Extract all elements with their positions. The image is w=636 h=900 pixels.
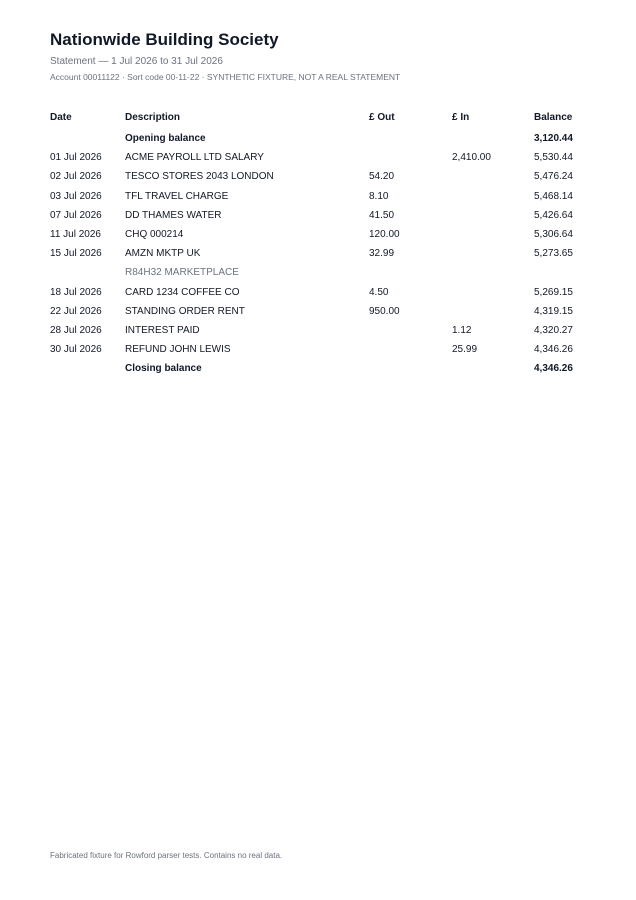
cell-out: 120.00 [369, 229, 400, 241]
cell-out [369, 340, 452, 359]
cell-date: 01 Jul 2026 [50, 152, 102, 164]
cell-description: DD THAMES WATER [125, 209, 222, 221]
table-row [50, 340, 586, 359]
cell-in [452, 225, 534, 244]
cell-in [452, 302, 534, 321]
cell-balance: 3,120.44 [534, 133, 573, 145]
cell-out: 8.10 [369, 190, 389, 202]
cell-in [452, 187, 534, 206]
cell-description: CHQ 000214 [125, 229, 184, 241]
table-row [50, 283, 586, 302]
cell-description: Closing balance [125, 363, 202, 375]
cell-balance: 5,269.15 [534, 286, 573, 298]
cell-balance: 4,346.26 [534, 344, 573, 356]
table-row [50, 302, 586, 321]
transactions-table [50, 108, 586, 378]
cell-in [452, 244, 534, 263]
cell-balance: 5,273.65 [534, 248, 573, 260]
cell-description: CARD 1234 COFFEE CO [125, 286, 240, 298]
cell-balance: 4,319.15 [534, 305, 573, 317]
cell-in [452, 129, 534, 148]
cell-description: REFUND JOHN LEWIS [125, 344, 231, 356]
cell-balance: 4,346.26 [534, 363, 573, 375]
cell-description: Opening balance [125, 133, 206, 145]
table-row [50, 263, 586, 282]
cell-description: ACME PAYROLL LTD SALARY [125, 152, 264, 164]
cell-out [369, 129, 452, 148]
cell-description: TESCO STORES 2043 LONDON [125, 171, 274, 183]
cell-out [369, 321, 452, 340]
cell-description: INTEREST PAID [125, 324, 200, 336]
cell-balance: 5,530.44 [534, 152, 573, 164]
cell-date: 18 Jul 2026 [50, 286, 102, 298]
cell-out [369, 263, 452, 282]
statement-period: Statement — 1 Jul 2026 to 31 Jul 2026 [50, 56, 223, 67]
table-row [50, 359, 586, 378]
cell-out [369, 148, 452, 167]
cell-date: 30 Jul 2026 [50, 344, 102, 356]
cell-date: 28 Jul 2026 [50, 324, 102, 336]
cell-out: 4.50 [369, 286, 389, 298]
cell-out: 950.00 [369, 305, 400, 317]
cell-date [50, 359, 125, 378]
cell-description: STANDING ORDER RENT [125, 305, 245, 317]
cell-out: 54.20 [369, 171, 395, 183]
table-row [50, 148, 586, 167]
table-row [50, 129, 586, 148]
account-details: Account 00011122 · Sort code 00-11-22 · SYNTHETIC FIXTURE, NOT A REAL STATEMENT [50, 72, 401, 82]
cell-in [452, 283, 534, 302]
cell-date: 03 Jul 2026 [50, 190, 102, 202]
statement-header [50, 30, 586, 82]
transactions-body [50, 129, 586, 378]
cell-balance [534, 263, 586, 282]
table-row [50, 225, 586, 244]
cell-date: 07 Jul 2026 [50, 209, 102, 221]
cell-balance: 5,306.64 [534, 229, 573, 241]
cell-date [50, 129, 125, 148]
table-row [50, 206, 586, 225]
cell-balance: 5,426.64 [534, 209, 573, 221]
cell-balance: 4,320.27 [534, 324, 573, 336]
cell-in [452, 359, 534, 378]
cell-description: AMZN MKTP UK [125, 248, 201, 260]
cell-in [452, 263, 534, 282]
cell-date: 11 Jul 2026 [50, 229, 101, 241]
cell-out: 32.99 [369, 248, 395, 260]
cell-balance: 5,476.24 [534, 171, 573, 183]
column-header-in: £ In [452, 111, 470, 123]
column-header-description: Description [125, 111, 181, 123]
table-row [50, 187, 586, 206]
cell-in [452, 206, 534, 225]
footer-note: Fabricated fixture for Rowford parser tests. Contains no real data. [50, 851, 283, 860]
cell-out: 41.50 [369, 209, 395, 221]
table-row [50, 244, 586, 263]
cell-date: 02 Jul 2026 [50, 171, 102, 183]
cell-date [50, 263, 125, 282]
table-row [50, 167, 586, 186]
cell-in: 1.12 [452, 324, 472, 336]
cell-description: TFL TRAVEL CHARGE [125, 190, 229, 202]
cell-in [452, 167, 534, 186]
cell-in: 25.99 [452, 344, 478, 356]
cell-date: 22 Jul 2026 [50, 305, 102, 317]
column-header-balance: Balance [534, 111, 573, 123]
cell-in: 2,410.00 [452, 152, 491, 164]
table-header-row [50, 108, 586, 129]
table-row [50, 321, 586, 340]
cell-out [369, 359, 452, 378]
cell-balance: 5,468.14 [534, 190, 573, 202]
bank-name-title: Nationwide Building Society [50, 30, 279, 49]
cell-description: R84H32 MARKETPLACE [125, 267, 239, 279]
cell-date: 15 Jul 2026 [50, 248, 102, 260]
column-header-date: Date [50, 111, 72, 123]
column-header-out: £ Out [369, 111, 395, 123]
